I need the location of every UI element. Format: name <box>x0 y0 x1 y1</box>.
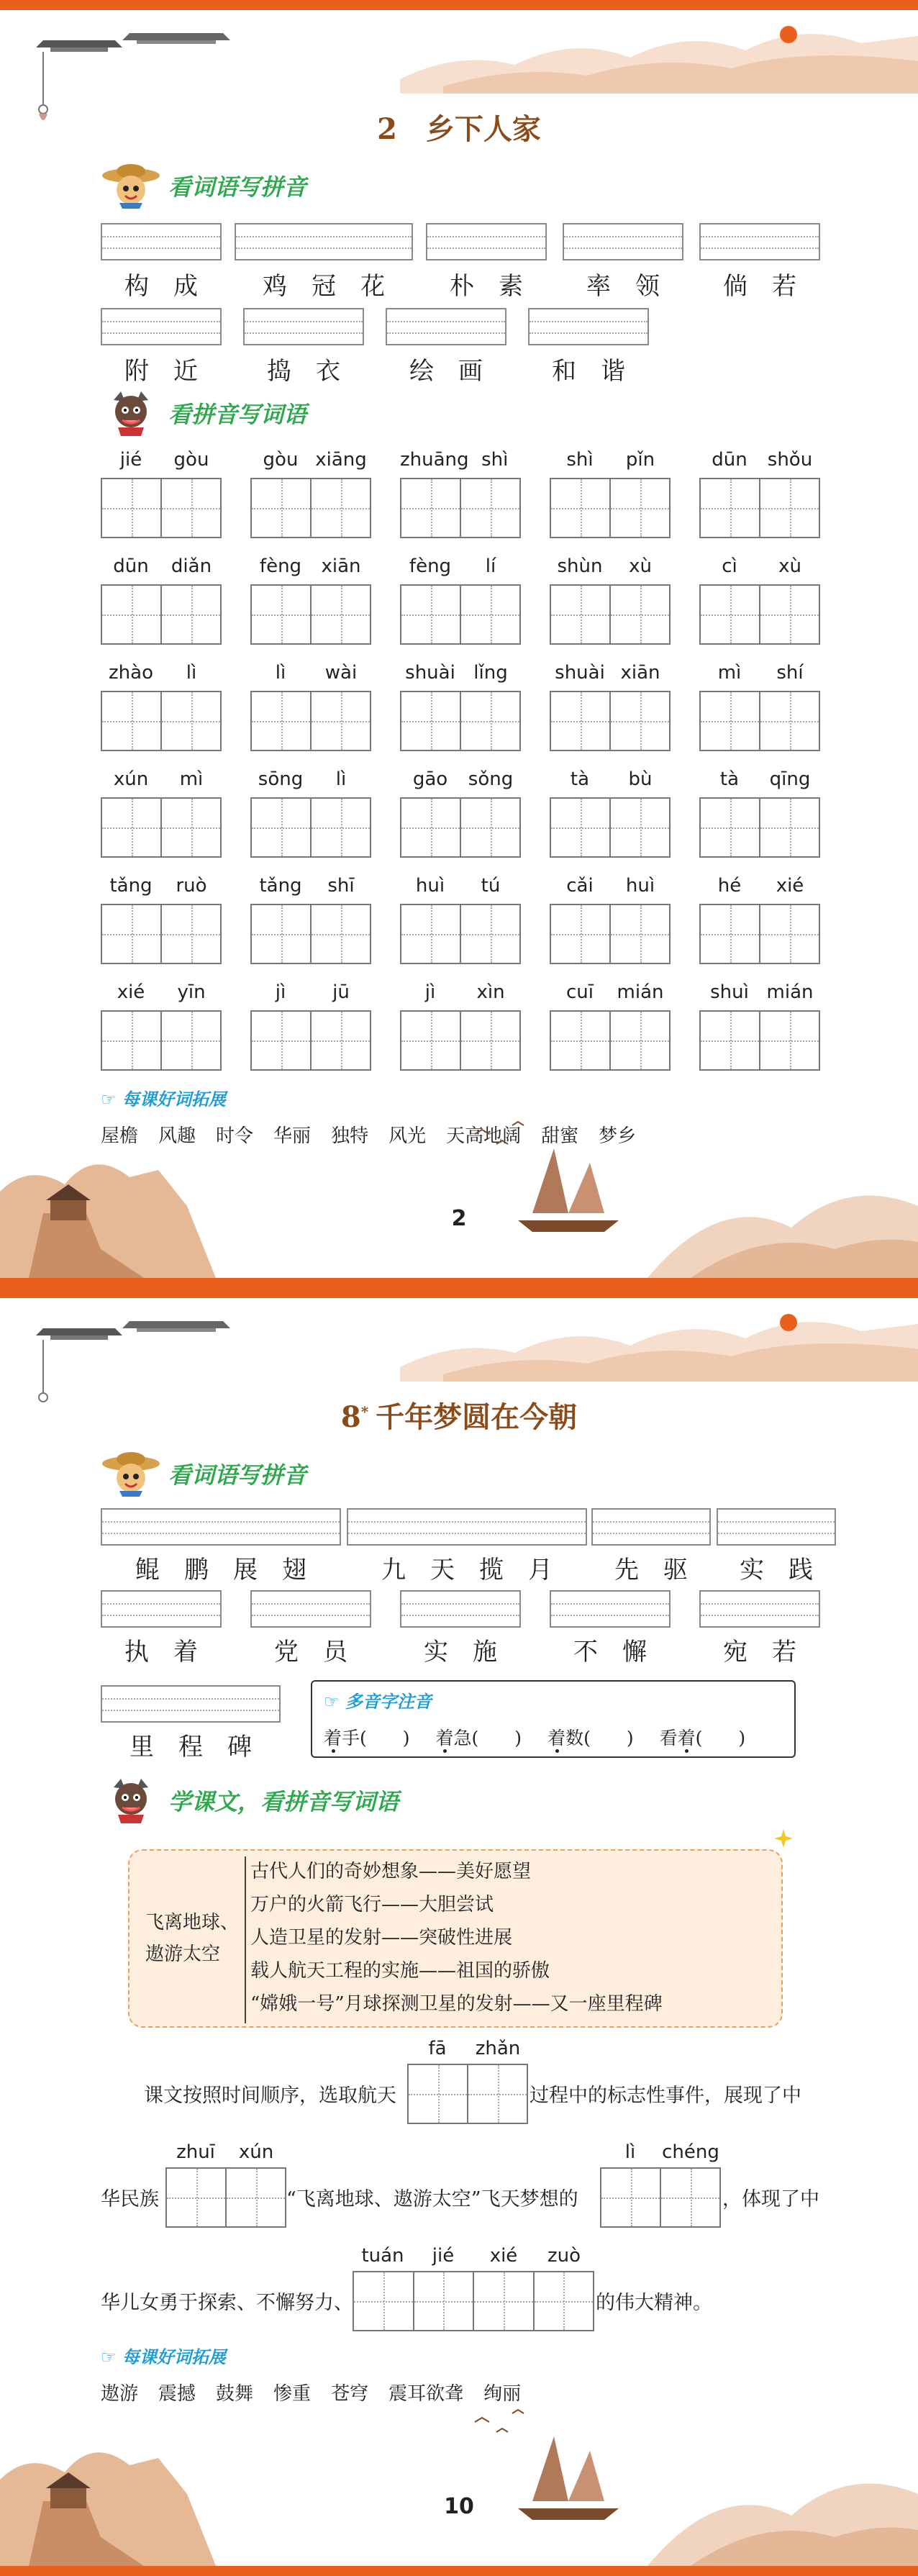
pinyin-word-cell[interactable] <box>101 875 222 964</box>
pinyin-syllable: xù <box>629 555 652 577</box>
word-chars: 先 驱 <box>614 1556 688 1584</box>
pinyin-word-cell[interactable] <box>250 662 371 751</box>
writing-grid[interactable] <box>699 1010 820 1071</box>
word-chars: 和 谐 <box>552 357 625 386</box>
pinyin-syllable: hé <box>717 875 742 897</box>
pinyin-word-cell[interactable] <box>250 449 371 538</box>
pinyin-word-cell[interactable] <box>699 662 820 751</box>
pinyin-write-box[interactable] <box>101 1590 222 1628</box>
summary-line: 万户的火箭飞行——大胆尝试 <box>250 1894 494 1915</box>
polyphone-blank: 数( ) <box>565 1728 634 1749</box>
pinyin-syllable: mì <box>717 662 742 684</box>
writing-grid[interactable] <box>250 1010 371 1071</box>
pinyin-write-box[interactable] <box>101 1508 341 1546</box>
writing-grid[interactable] <box>550 584 671 645</box>
pinyin-syllable: xié <box>776 875 804 897</box>
pinyin-syllable: xún <box>113 768 149 790</box>
word-chars: 倘 若 <box>723 272 796 301</box>
writing-grid[interactable] <box>400 478 521 538</box>
pinyin-syllable: gòu <box>263 449 299 471</box>
polyphone-item[interactable] <box>547 1724 634 1750</box>
pinyin-syllable: zhuī <box>176 2141 215 2163</box>
pinyin-fill-group[interactable] <box>165 2141 286 2228</box>
pinyin-write-box[interactable] <box>101 223 222 260</box>
pinyin-syllable: sǒng <box>468 768 514 790</box>
pinyin-write-box[interactable] <box>386 308 506 345</box>
summary-line: 载人航天工程的实施——祖国的骄傲 <box>250 1960 550 1982</box>
dotted-char: 着 <box>547 1728 566 1749</box>
section-header-write-words <box>101 390 306 436</box>
word-chars: 捣 衣 <box>267 357 340 386</box>
section-header-study-text <box>101 1777 399 1823</box>
writing-grid[interactable] <box>550 797 671 858</box>
writing-grid[interactable] <box>101 797 222 858</box>
pinyin-syllable: jié <box>432 2245 455 2267</box>
pinyin-word-cell[interactable] <box>550 981 671 1071</box>
pinyin-word-cell[interactable] <box>101 662 222 751</box>
writing-grid[interactable] <box>101 691 222 751</box>
paragraph-text: 华儿女勇于探索、不懈努力、 <box>101 2292 353 2314</box>
word-chars: 党 员 <box>274 1638 347 1666</box>
pinyin-syllable: shuài <box>405 662 455 684</box>
summary-line: “嫦娥一号”月球探测卫星的发射——又一座里程碑 <box>250 1993 663 2015</box>
mascot-cat-icon <box>101 390 161 436</box>
pinyin-word-cell[interactable] <box>699 768 820 858</box>
pinyin-syllable: tà <box>570 768 590 790</box>
writing-grid[interactable] <box>250 904 371 964</box>
pinyin-fill-group[interactable] <box>353 2245 594 2331</box>
extension-title-text: 每课好词拓展 <box>122 2347 226 2367</box>
extension-word: 屋檐 <box>101 1125 139 1147</box>
pinyin-syllable: tǎng <box>109 875 153 897</box>
polyphone-blank: 急( ) <box>453 1728 522 1749</box>
writing-grid[interactable] <box>400 904 521 964</box>
paragraph-text: 过程中的标志性事件，展现了中 <box>530 2085 801 2107</box>
word-chars: 鸡 冠 花 <box>263 272 385 301</box>
pinyin-word-cell[interactable] <box>250 555 371 645</box>
pinyin-syllable: xiān <box>321 555 361 577</box>
pinyin-syllable: lǐng <box>473 662 508 684</box>
pinyin-word-cell[interactable] <box>400 768 521 858</box>
writing-grid[interactable] <box>699 904 820 964</box>
pinyin-write-box[interactable] <box>400 1590 521 1628</box>
writing-grid[interactable] <box>400 797 521 858</box>
writing-grid[interactable] <box>250 478 371 538</box>
extension-word: 时令 <box>216 1125 254 1147</box>
dotted-char: 着 <box>677 1728 696 1749</box>
pinyin-syllable: dūn <box>712 449 747 471</box>
writing-grid[interactable] <box>250 797 371 858</box>
pinyin-syllable: fèng <box>409 555 452 577</box>
pinyin-syllable: mì <box>179 768 204 790</box>
pinyin-word-cell[interactable] <box>400 981 521 1071</box>
extension-title-text: 每课好词拓展 <box>122 1089 226 1110</box>
pinyin-write-box[interactable] <box>563 223 683 260</box>
star-sparkle-icon <box>773 1828 794 1849</box>
pinyin-word-cell[interactable] <box>400 875 521 964</box>
pinyin-syllable: wài <box>324 662 358 684</box>
extension-word: 震耳欲聋 <box>388 2383 464 2405</box>
writing-grid[interactable] <box>101 478 222 538</box>
pinyin-word-cell[interactable] <box>550 662 671 751</box>
writing-grid[interactable] <box>699 478 820 538</box>
word-chars: 率 领 <box>586 272 660 301</box>
writing-grid[interactable] <box>550 691 671 751</box>
pinyin-write-box[interactable] <box>101 308 222 345</box>
extension-word: 惨重 <box>273 2383 312 2405</box>
pinyin-syllable: diǎn <box>171 555 212 577</box>
page-number: 10 <box>444 2494 474 2519</box>
pinyin-syllable: bù <box>628 768 653 790</box>
dotted-char: 着 <box>435 1728 454 1749</box>
word-chars: 鲲 鹏 展 翅 <box>135 1556 306 1584</box>
pinyin-write-box[interactable] <box>101 1685 281 1723</box>
page-number: 2 <box>451 1206 467 1231</box>
pinyin-write-box[interactable] <box>591 1508 711 1546</box>
pinyin-write-box[interactable] <box>235 223 413 260</box>
pinyin-word-cell[interactable] <box>400 449 521 538</box>
pinyin-syllable: jì <box>275 981 286 1003</box>
pinyin-word-cell[interactable] <box>550 555 671 645</box>
writing-grid[interactable] <box>550 1010 671 1071</box>
extension-word: 鼓舞 <box>216 2383 254 2405</box>
pinyin-syllable: jū <box>332 981 350 1003</box>
extension-word: 甜蜜 <box>541 1125 579 1147</box>
paragraph-text: 的伟大精神。 <box>596 2292 712 2314</box>
pinyin-write-box[interactable] <box>347 1508 587 1546</box>
pinyin-syllable: tuán <box>361 2245 404 2267</box>
pinyin-syllable: shuài <box>555 662 605 684</box>
writing-grid[interactable] <box>550 478 671 538</box>
pinyin-syllable: shǒu <box>767 449 813 471</box>
pinyin-fill-group[interactable] <box>600 2141 721 2228</box>
pinyin-write-box[interactable] <box>699 223 820 260</box>
bottom-accent-bar <box>0 2566 918 2576</box>
bottom-accent-bar <box>0 1278 918 1288</box>
word-chars: 宛 若 <box>723 1638 796 1666</box>
paragraph-text: 华民族 <box>101 2188 159 2210</box>
pinyin-syllable: tú <box>481 875 501 897</box>
word-chars: 实 施 <box>424 1638 497 1666</box>
writing-grid[interactable] <box>400 691 521 751</box>
mountain-decoration-top <box>400 14 918 94</box>
pinyin-write-box[interactable] <box>243 308 364 345</box>
pinyin-syllable: zhào <box>109 662 153 684</box>
paragraph-text: 课文按照时间顺序，选取航天 <box>144 2085 396 2107</box>
extension-word: 风光 <box>388 1125 427 1147</box>
pinyin-write-box[interactable] <box>699 1590 820 1628</box>
workbook-page-10 <box>0 1288 918 2576</box>
pinyin-syllable: qīng <box>769 768 811 790</box>
pinyin-syllable: shí <box>776 662 804 684</box>
landscape-decoration-bottom <box>0 1105 918 1278</box>
pinyin-word-cell[interactable] <box>250 875 371 964</box>
pinyin-syllable: xiāng <box>315 449 367 471</box>
extension-title: ☞ 每课好词拓展 <box>101 2347 226 2367</box>
landscape-decoration-bottom <box>0 2393 918 2566</box>
pinyin-syllable: huì <box>415 875 445 897</box>
summary-theme: 飞离地球、遨游太空 <box>145 1912 240 1965</box>
summary-lines <box>250 1855 663 2021</box>
pinyin-write-box[interactable] <box>717 1508 836 1546</box>
pinyin-syllable: chéng <box>662 2141 719 2163</box>
pinyin-syllable: fèng <box>259 555 302 577</box>
writing-grid[interactable] <box>400 584 521 645</box>
extension-word: 震撼 <box>158 2383 196 2405</box>
pinyin-word-cell[interactable] <box>550 875 671 964</box>
word-chars: 执 着 <box>124 1638 198 1666</box>
pinyin-syllable: tǎng <box>259 875 302 897</box>
writing-grid[interactable] <box>699 584 820 645</box>
pinyin-write-box[interactable] <box>250 1590 371 1628</box>
pinyin-syllable: xié <box>489 2245 518 2267</box>
writing-grid[interactable] <box>101 1010 222 1071</box>
lesson-title: 2 乡下人家 <box>377 112 541 146</box>
extension-title: ☞ 每课好词拓展 <box>101 1089 226 1110</box>
pinyin-word-cell[interactable] <box>699 555 820 645</box>
pinyin-write-box[interactable] <box>528 308 649 345</box>
section-header-read-words <box>101 1451 306 1497</box>
polyphone-box <box>311 1680 796 1758</box>
summary-line: 人造卫星的发射——突破性进展 <box>250 1927 513 1949</box>
extension-word: 独特 <box>331 1125 369 1147</box>
mascot-straw-hat-icon <box>101 1451 161 1497</box>
pinyin-syllable: cuī <box>566 981 594 1003</box>
lesson-title-text: 千年梦圆在今朝 <box>376 1400 578 1434</box>
pinyin-syllable: shī <box>327 875 355 897</box>
pinyin-syllable: shì <box>566 449 594 471</box>
word-chars: 朴 素 <box>450 272 523 301</box>
writing-grid[interactable] <box>550 904 671 964</box>
plain-char: 看 <box>659 1728 678 1749</box>
polyphone-blank: ( ) <box>695 1728 746 1749</box>
pinyin-word-cell[interactable] <box>101 555 222 645</box>
pinyin-syllable: dūn <box>113 555 149 577</box>
mascot-straw-hat-icon <box>101 163 161 209</box>
mountain-decoration-top <box>400 1302 918 1382</box>
pinyin-syllable: shì <box>481 449 509 471</box>
pinyin-syllable: jì <box>424 981 436 1003</box>
pinyin-word-cell[interactable] <box>550 768 671 858</box>
pinyin-syllable: xiān <box>620 662 660 684</box>
extension-word: 遨游 <box>101 2383 139 2405</box>
pinyin-write-box[interactable] <box>426 223 547 260</box>
pinyin-word-cell[interactable] <box>101 768 222 858</box>
word-chars: 构 成 <box>124 272 198 301</box>
pinyin-syllable: gāo <box>412 768 448 790</box>
writing-grid[interactable] <box>250 584 371 645</box>
pinyin-syllable: shùn <box>557 555 603 577</box>
extension-word: 苍穹 <box>331 2383 369 2405</box>
extension-word: 梦乡 <box>599 1125 637 1147</box>
pinyin-word-cell[interactable] <box>699 449 820 538</box>
pinyin-word-cell[interactable] <box>101 981 222 1071</box>
pinyin-syllable: sōng <box>258 768 304 790</box>
polyphone-title-text: 多音字注音 <box>345 1692 432 1712</box>
pinyin-syllable: ruò <box>176 875 207 897</box>
pinyin-fill-group[interactable] <box>407 2038 528 2124</box>
word-chars: 实 践 <box>740 1556 813 1584</box>
pinyin-word-cell[interactable] <box>250 768 371 858</box>
pinyin-syllable: mián <box>617 981 664 1003</box>
pinyin-syllable: zuò <box>547 2245 581 2267</box>
word-chars: 绘 画 <box>409 357 483 386</box>
optional-lesson-mark: * <box>360 1402 369 1420</box>
pinyin-word-cell[interactable] <box>250 981 371 1071</box>
extension-word: 华丽 <box>273 1125 312 1147</box>
word-chars: 里 程 碑 <box>129 1733 252 1761</box>
pinyin-syllable: pǐn <box>625 449 655 471</box>
pinyin-word-cell[interactable] <box>400 555 521 645</box>
pinyin-syllable: xún <box>238 2141 274 2163</box>
pinyin-syllable: yīn <box>177 981 206 1003</box>
writing-grid[interactable] <box>400 1010 521 1071</box>
section-label: 看拼音写词语 <box>168 401 307 428</box>
pinyin-word-cell[interactable] <box>101 449 222 538</box>
writing-grid[interactable] <box>699 691 820 751</box>
pinyin-word-cell[interactable] <box>550 449 671 538</box>
mascot-cat-icon <box>101 1777 161 1823</box>
writing-grid[interactable] <box>101 904 222 964</box>
pinyin-syllable: xié <box>117 981 145 1003</box>
section-label: 看词语写拼音 <box>168 173 307 201</box>
pinyin-syllable: mián <box>766 981 814 1003</box>
writing-grid[interactable] <box>250 691 371 751</box>
lesson-number: 8 <box>340 1400 361 1434</box>
polyphone-blank: 手( ) <box>342 1728 410 1749</box>
polyphone-title: ☞ 多音字注音 <box>324 1692 432 1712</box>
pinyin-syllable: lí <box>485 555 496 577</box>
extension-word: 天高地阔 <box>446 1125 522 1147</box>
pinyin-write-box[interactable] <box>550 1590 671 1628</box>
pinyin-syllable: zhǎn <box>475 2038 521 2059</box>
polyphone-item[interactable] <box>324 1724 410 1750</box>
summary-line: 古代人们的奇妙想象——美好愿望 <box>250 1861 532 1882</box>
section-header-read-words <box>101 163 306 209</box>
pinyin-word-cell[interactable] <box>400 662 521 751</box>
text-structure-summary <box>128 1849 783 2028</box>
word-chars: 附 近 <box>124 357 198 386</box>
pinyin-syllable: lì <box>624 2141 636 2163</box>
pinyin-syllable: tà <box>719 768 740 790</box>
writing-grid[interactable] <box>699 797 820 858</box>
pinyin-syllable: lì <box>275 662 286 684</box>
pinyin-syllable: jié <box>119 449 142 471</box>
pinyin-syllable: huì <box>625 875 655 897</box>
polyphone-items <box>324 1724 783 1750</box>
word-chars: 九 天 揽 月 <box>381 1556 553 1584</box>
section-label: 看词语写拼音 <box>168 1461 307 1489</box>
polyphone-item[interactable] <box>660 1724 746 1750</box>
pinyin-word-cell[interactable] <box>699 981 820 1071</box>
extension-word: 风趣 <box>158 1125 196 1147</box>
pinyin-syllable: lì <box>186 662 197 684</box>
pinyin-syllable: cì <box>722 555 737 577</box>
lesson-title <box>0 1394 918 1436</box>
pinyin-syllable: fā <box>428 2038 447 2059</box>
extension-word: 绚丽 <box>483 2383 522 2405</box>
pinyin-syllable: zhuāng <box>400 449 469 471</box>
paragraph-text: “飞离地球、遨游太空”飞天梦想的 <box>286 2188 578 2210</box>
pinyin-syllable: shuì <box>710 981 749 1003</box>
pinyin-syllable: lì <box>335 768 347 790</box>
pinyin-word-cell[interactable] <box>699 875 820 964</box>
pinyin-syllable: xìn <box>476 981 505 1003</box>
paragraph-text: ，体现了中 <box>722 2188 819 2210</box>
word-chars: 不 懈 <box>573 1638 647 1666</box>
top-accent-bar <box>0 1288 918 1298</box>
polyphone-item[interactable] <box>436 1724 522 1750</box>
summary-brace <box>245 1856 246 2023</box>
section-label: 学课文，看拼音写词语 <box>168 1788 399 1815</box>
top-accent-bar <box>0 0 918 10</box>
pinyin-syllable: gòu <box>173 449 209 471</box>
pinyin-syllable: cǎi <box>566 875 594 897</box>
pinyin-syllable: xù <box>778 555 801 577</box>
dotted-char: 着 <box>324 1728 342 1749</box>
writing-grid[interactable] <box>101 584 222 645</box>
